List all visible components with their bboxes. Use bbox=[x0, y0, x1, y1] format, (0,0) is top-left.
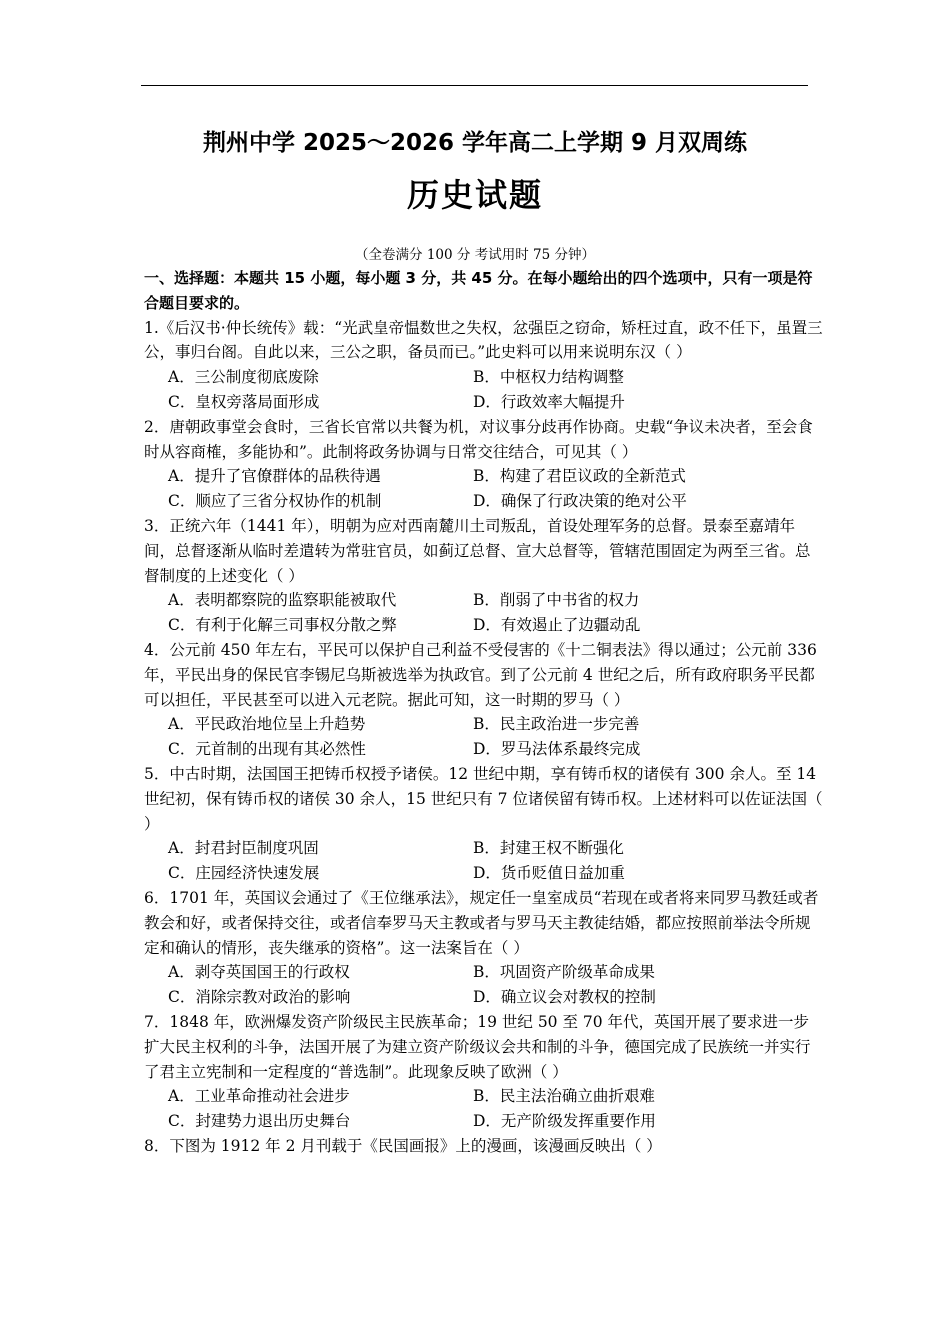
option-a: A．表明都察院的监察职能被取代 bbox=[168, 591, 397, 610]
subject-title: 历史试题 bbox=[406, 176, 543, 214]
option-b: B．削弱了中书省的权力 bbox=[473, 591, 640, 610]
question-4-options-row-2 bbox=[144, 737, 824, 762]
option-d: D．有效遏止了边疆动乱 bbox=[473, 616, 641, 635]
question-5-stem: 5．中古时期，法国国王把铸币权授予诸侯。12 世纪中期，享有铸币权的诸侯有 300 余人。至 14 世纪初，保有铸币权的诸侯 30 余人，15 世纪只有 7 位诸侯留有铸币权。上述材料可以佐证法国（ ） bbox=[144, 764, 823, 833]
option-a: A．提升了官僚群体的品秩待遇 bbox=[168, 467, 381, 486]
question-3-options-row-2 bbox=[144, 613, 824, 638]
option-a: A．剥夺英国国王的行政权 bbox=[168, 963, 350, 982]
option-c: C．消除宗教对政治的影响 bbox=[168, 988, 351, 1007]
option-c: C．元首制的出现有其必然性 bbox=[168, 740, 366, 759]
option-a: A．封君封臣制度巩固 bbox=[168, 839, 319, 858]
option-d: D．确立议会对教权的控制 bbox=[473, 988, 656, 1007]
question-5-options-row-1 bbox=[144, 836, 824, 861]
question-7-options-row-1 bbox=[144, 1084, 824, 1109]
option-d: D．确保了行政决策的绝对公平 bbox=[473, 492, 687, 511]
option-b: B．民主法治确立曲折艰难 bbox=[473, 1087, 655, 1106]
top-rule bbox=[141, 85, 808, 86]
question-list bbox=[144, 266, 824, 1159]
question-1-stem: 1.《后汉书·仲长统传》载：“光武皇帝愠数世之失权，忿强臣之窃命，矫枉过直，政不任下，虽置三公，事归台阁。自此以来，三公之职，备员而已。”此史料可以用来说明东汉（ ） bbox=[144, 318, 823, 362]
option-a: A．三公制度彻底废除 bbox=[168, 368, 319, 387]
option-c: C．庄园经济快速发展 bbox=[168, 864, 320, 883]
question-3-options-row-1 bbox=[144, 588, 824, 613]
option-c: C．顺应了三省分权协作的机制 bbox=[168, 492, 382, 511]
question-8-stem: 8．下图为 1912 年 2 月刊载于《民国画报》上的漫画，该漫画反映出（ ） bbox=[144, 1136, 662, 1155]
option-d: D．无产阶级发挥重要作用 bbox=[473, 1112, 656, 1131]
question-2-options-row-1 bbox=[144, 464, 824, 489]
question-3-stem: 3．正统六年（1441 年），明朝为应对西南麓川土司叛乱，首设处理军务的总督。景泰至嘉靖年间，总督逐渐从临时差遣转为常驻官员，如蓟辽总督、宣大总督等，管辖范围固定为两至三省。总督制度的上述变化（ ） bbox=[144, 516, 811, 585]
question-1-options-row-2 bbox=[144, 390, 824, 415]
option-c: C．有利于化解三司事权分散之弊 bbox=[168, 616, 397, 635]
question-7-options-row-2 bbox=[144, 1109, 824, 1134]
option-a: A．工业革命推动社会进步 bbox=[168, 1087, 350, 1106]
question-6-options-row-2 bbox=[144, 985, 824, 1010]
question-6-stem: 6．1701 年，英国议会通过了《王位继承法》，规定任一皇室成员“若现在或者将来同罗马教廷或者教会和好，或者保持交往，或者信奉罗马天主教或者与罗马天主教徒结婚，都应按照前举法令所规定和确认的情形，丧失继承的资格”。这一法案旨在（ ） bbox=[144, 888, 819, 957]
exam-info: （全卷满分 100 分 考试用时 75 分钟） bbox=[355, 247, 595, 263]
option-b: B．中枢权力结构调整 bbox=[473, 368, 624, 387]
question-6-options-row-1 bbox=[144, 960, 824, 985]
option-c: C．皇权旁落局面形成 bbox=[168, 392, 320, 411]
question-2-stem: 2．唐朝政事堂会食时，三省长官常以共餐为机，对议事分歧再作协商。史载“争议未决者，至会食时从容商榷，多能协和”。此制将政务协调与日常交往结合，可见其（ ） bbox=[144, 417, 813, 461]
question-5-options-row-2 bbox=[144, 861, 824, 886]
option-b: B．巩固资产阶级革命成果 bbox=[473, 963, 655, 982]
section-heading: 一、选择题：本题共 15 小题，每小题 3 分，共 45 分。在每小题给出的四个选项中，只有一项是符合题目要求的。 bbox=[144, 269, 813, 312]
question-2-options-row-2 bbox=[144, 489, 824, 514]
option-c: C．封建势力退出历史舞台 bbox=[168, 1112, 351, 1131]
question-7-stem: 7．1848 年，欧洲爆发资产阶级民主民族革命；19 世纪 50 至 70 年代，英国开展了要求进一步扩大民主权利的斗争，法国开展了为建立资产阶级议会共和制的斗争，德国完成了民族统一并实行了君主立宪制和一定程度的“普选制”。此现象反映了欧洲（ ） bbox=[144, 1012, 811, 1081]
option-b: B．民主政治进一步完善 bbox=[473, 715, 640, 734]
option-d: D．货币贬值日益加重 bbox=[473, 864, 625, 883]
exam-title: 荆州中学 2025～2026 学年高二上学期 9 月双周练 bbox=[202, 130, 748, 156]
question-4-stem: 4．公元前 450 年左右，平民可以保护自己利益不受侵害的《十二铜表法》得以通过；公元前 336 年，平民出身的保民官李锡尼乌斯被选举为执政官。到了公元前 4 世纪之后，所有政府职务平民都可以担任，平民甚至可以进入元老院。据此可知，这一时期的罗马（ ） bbox=[144, 640, 817, 709]
option-a: A．平民政治地位呈上升趋势 bbox=[168, 715, 366, 734]
option-b: B．构建了君臣议政的全新范式 bbox=[473, 467, 686, 486]
option-d: D．行政效率大幅提升 bbox=[473, 392, 625, 411]
question-4-options-row-1 bbox=[144, 712, 824, 737]
option-d: D．罗马法体系最终完成 bbox=[473, 740, 641, 759]
question-1-options-row-1 bbox=[144, 365, 824, 390]
option-b: B．封建王权不断强化 bbox=[473, 839, 624, 858]
